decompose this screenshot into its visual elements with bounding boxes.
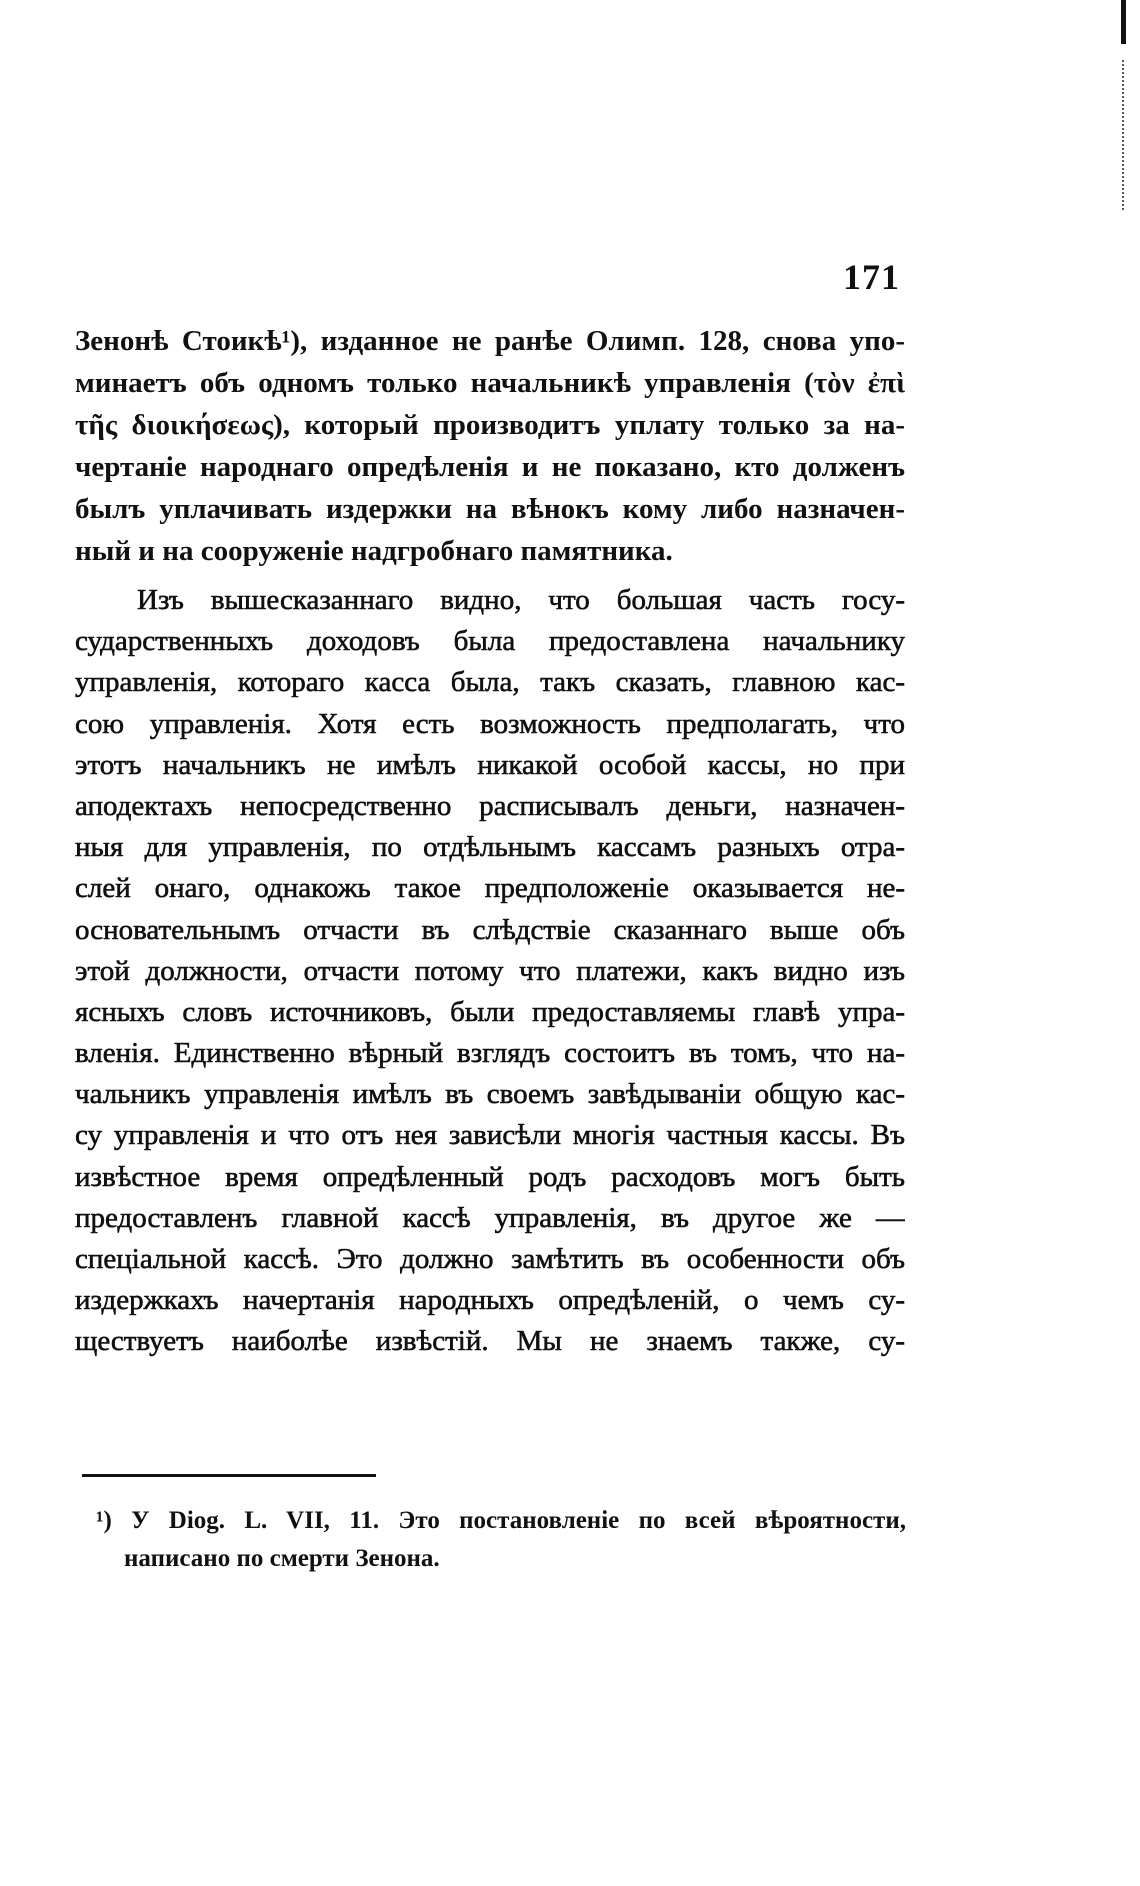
text-line: ный и на сооруженіе надгробнаго памятника.: [75, 535, 673, 567]
page-edge-dots: [1120, 60, 1124, 210]
footnote-line: написано по смерти Зенона.: [124, 1545, 440, 1572]
text-line: Изъ вышесказаннаго видно, что большая часть госу-: [137, 584, 905, 616]
text-line: предоставленъ главной кассѣ управленія, въ другое же —: [75, 1201, 905, 1234]
text-line: спеціальной кассѣ. Это должно замѣтить въ особенности объ: [75, 1243, 905, 1275]
text-line: сударственныхъ доходовъ была предоставлена начальнику: [75, 625, 905, 658]
text-line: ныя для управленія, по отдѣльнымъ кассамъ разныхъ отра-: [75, 831, 905, 864]
text-line: минаетъ объ одномъ только начальникѣ управленія (τὸν ἐπὶ: [75, 367, 905, 399]
text-line: былъ уплачивать издержки на вѣнокъ кому либо назначен-: [75, 493, 905, 525]
text-line: ществуетъ наиболѣе извѣстій. Мы не знаемъ также, су-: [75, 1325, 905, 1358]
text-line: су управленія и что отъ нея зависѣли многія частныя кассы. Въ: [75, 1119, 905, 1152]
text-line: управленія, котораго касса была, такъ сказать, главною кас-: [75, 666, 905, 699]
text-line: этотъ начальникъ не имѣлъ никакой особой кассы, но при: [75, 748, 905, 781]
text-line: этой должности, отчасти потому что платежи, какъ видно изъ: [75, 954, 905, 987]
text-line: аподектахъ непосредственно расписывалъ деньги, назначен-: [75, 789, 905, 822]
text-line: сою управленія. Хотя есть возможность предполагать, что: [75, 707, 905, 740]
text-line: τῆς διοικήσεως), который производитъ уплату только за на-: [75, 409, 905, 441]
paragraph-2: [75, 580, 905, 1363]
page-edge-mark: [1121, 0, 1126, 44]
footnote-divider: [82, 1474, 376, 1477]
page-number: 171: [843, 257, 900, 297]
text-line: Зенонѣ Стоикѣ¹), изданное не ранѣе Олимп. 128, снова упо-: [75, 325, 905, 357]
text-line: извѣстное время опредѣленный родъ расходовъ могъ быть: [75, 1160, 905, 1193]
footnotes: [96, 1502, 906, 1578]
text-line: основательнымъ отчасти въ слѣдствіе сказаннаго выше объ: [75, 913, 905, 946]
text-line: чертаніе народнаго опредѣленія и не показано, кто долженъ: [75, 451, 905, 483]
text-line: ясныхъ словъ источниковъ, были предоставляемы главѣ упра-: [75, 995, 905, 1028]
body-text: [75, 320, 905, 1363]
footnote-line: ¹) У Diog. L. VII, 11. Это постановленіе по всей вѣроятности,: [96, 1507, 906, 1534]
text-line: издержкахъ начертанія народныхъ опредѣленій, о чемъ су-: [75, 1284, 905, 1317]
text-line: вленія. Единственно вѣрный взглядъ состоитъ въ томъ, что на-: [75, 1037, 905, 1070]
paragraph-1: [75, 320, 905, 572]
text-line: слей онаго, однакожь такое предположеніе оказывается не-: [75, 872, 905, 905]
text-line: чальникъ управленія имѣлъ въ своемъ завѣдываніи общую кас-: [75, 1078, 905, 1111]
